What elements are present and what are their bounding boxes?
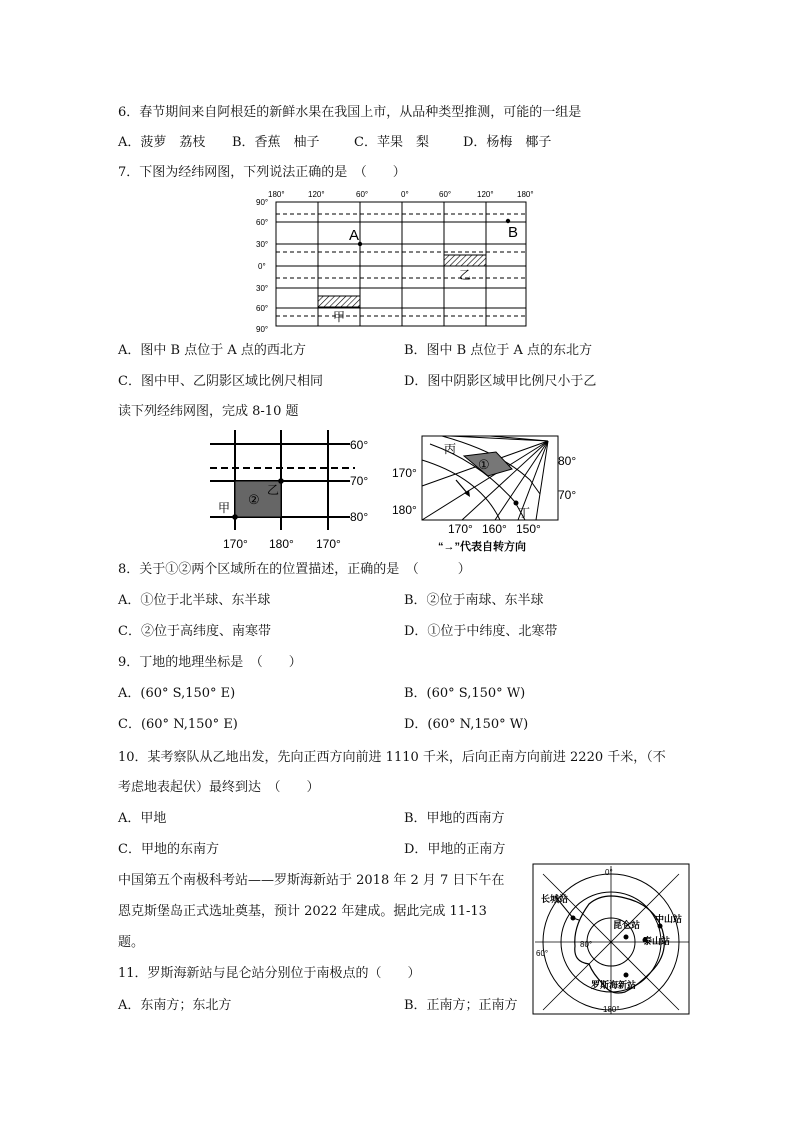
fig-right-lat-label: 80° — [558, 454, 577, 468]
changcheng-label: 长城站 — [541, 894, 569, 904]
q7-lat-label: 60° — [256, 218, 269, 227]
map-bottom-label: 180° — [603, 1005, 620, 1014]
fig-right-polar-graticule — [390, 430, 585, 558]
intro-11-13-line3: 题。 — [118, 935, 145, 950]
q6-option-b: B．香蕉 柚子 — [232, 135, 320, 150]
q9-stem: 9．丁地的地理坐标是 （ ） — [118, 655, 302, 670]
point-jia-dot — [232, 514, 238, 520]
fig-left-lat-label: 60° — [350, 438, 369, 452]
fig-left-lat-label: 80° — [350, 510, 369, 524]
q6-option-a: A．菠萝 荔枝 — [118, 135, 206, 150]
q7-lon-label: 60° — [439, 190, 452, 199]
zhongshan-label: 中山站 — [655, 914, 683, 924]
q7-lon-label: 60° — [356, 190, 369, 199]
q6-stem: 6．春节期间来自阿根廷的新鲜水果在我国上市，从品种类型推测，可能的一组是 — [118, 105, 582, 120]
q7-lon-label: 0° — [401, 190, 409, 199]
region-yi-shape — [444, 255, 486, 266]
point-b-label: B — [508, 224, 519, 241]
region-1-label: ① — [478, 457, 490, 472]
fig-left-lat-label: 70° — [350, 474, 369, 488]
q11-option-a: A．东南方；东北方 — [118, 998, 232, 1013]
point-jia-label: 甲 — [218, 501, 231, 515]
map-inner-lat-label: 80° — [580, 940, 593, 949]
q9-option-d: D．(60° N,150° W) — [404, 717, 529, 732]
q6-option-c: C．苹果 梨 — [354, 135, 429, 150]
q7-option-d: D．图中阴影区域甲比例尺小于乙 — [404, 374, 597, 389]
q7-lat-label: 30° — [256, 240, 269, 249]
q9-option-a: A．(60° S,150° E) — [118, 686, 236, 701]
point-ding-label: 丁 — [518, 506, 531, 520]
q10-option-c: C．甲地的东南方 — [118, 842, 219, 857]
q7-lat-label: 30° — [256, 284, 269, 293]
q10-option-b: B．甲地的西南方 — [404, 811, 505, 826]
q7-lon-label: 120° — [308, 190, 325, 199]
q7-lat-label: 60° — [256, 304, 269, 313]
q10-option-d: D．甲地的正南方 — [404, 842, 506, 857]
intro-11-13-line1: 中国第五个南极科考站——罗斯海新站于 2018 年 2 月 7 日下午在 — [118, 873, 505, 888]
fig-right-lon-label: 150° — [516, 522, 541, 536]
q7-lat-label: 0° — [258, 262, 266, 271]
fig-right-caption: “→”代表自转方向 — [438, 541, 526, 553]
q7-option-a: A．图中 B 点位于 A 点的西北方 — [118, 343, 306, 358]
point-yi-label: 乙 — [267, 483, 280, 497]
region-2-label: ② — [248, 492, 260, 507]
q7-lon-label: 180° — [517, 190, 534, 199]
q7-option-c: C．图中甲、乙阴影区域比例尺相同 — [118, 374, 323, 389]
q9-option-b: B．(60° S,150° W) — [404, 686, 526, 701]
point-a-label: A — [349, 227, 360, 244]
q7-lon-label: 180° — [268, 190, 285, 199]
q11-stem: 11．罗斯海新站与昆仑站分别位于南极点的（ ） — [118, 966, 421, 981]
fig-right-lon-label: 180° — [392, 503, 417, 517]
q7-option-b: B．图中 B 点位于 A 点的东北方 — [404, 343, 593, 358]
point-b-dot — [506, 219, 510, 223]
fig-left-graticule — [210, 430, 385, 555]
fig-right-lon-label: 160° — [482, 522, 507, 536]
q8-option-c: C．②位于高纬度、南寒带 — [118, 624, 271, 639]
q7-lon-label: 120° — [477, 190, 494, 199]
q10-stem-line2: 考虑地表起伏）最终到达 （ ） — [118, 780, 320, 795]
q7-lat-label: 90° — [256, 325, 269, 334]
fig-left-lon-label: 170° — [223, 537, 248, 551]
q8-stem: 8．关于①②两个区域所在的位置描述，正确的是 （ ） — [118, 562, 471, 577]
kunlun-label: 昆仑站 — [613, 920, 641, 930]
q7-graticule-figure — [250, 188, 540, 336]
antarctic-map — [533, 864, 689, 1014]
fig-right-lon-label: 170° — [392, 466, 417, 480]
taishan-label: 泰山站 — [643, 936, 671, 946]
zhongshan-station-dot — [658, 924, 663, 929]
fig-right-lat-label: 70° — [558, 488, 577, 502]
point-yi-dot — [278, 478, 284, 484]
map-top-label: 0° — [605, 868, 613, 877]
q11-option-b: B．正南方；正南方 — [404, 998, 518, 1013]
q9-option-c: C．(60° N,150° E) — [118, 717, 238, 732]
fig-right-lon-label: 170° — [448, 522, 473, 536]
fig-left-lon-label: 170° — [316, 537, 341, 551]
q8-option-a: A．①位于北半球、东半球 — [118, 593, 271, 608]
point-ding-dot — [514, 501, 519, 506]
map-left-lat-label: 60° — [536, 949, 549, 958]
region-yi-label: 乙 — [459, 268, 472, 282]
q10-option-a: A．甲地 — [118, 811, 167, 826]
q6-option-d: D．杨梅 椰子 — [463, 135, 552, 150]
fig-left-lon-label: 180° — [269, 537, 294, 551]
q7-lat-label: 90° — [256, 198, 269, 207]
region-jia-label: 甲 — [333, 310, 346, 324]
intro-11-13-line2: 恩克斯堡岛正式选址奠基，预计 2022 年建成。据此完成 11-13 — [118, 904, 487, 919]
luosihai-label: 罗斯海新站 — [591, 980, 637, 990]
q7-stem: 7．下图为经纬网图，下列说法正确的是 （ ） — [118, 165, 406, 180]
q10-stem-line1: 10．某考察队从乙地出发，先向正西方向前进 1110 千米，后向正南方向前进 2220 千米，（不 — [118, 750, 666, 765]
intro-8-10: 读下列经纬网图，完成 8-10 题 — [118, 404, 299, 419]
kunlun-station-dot — [624, 935, 629, 940]
q8-option-b: B．②位于南球、东半球 — [404, 593, 544, 608]
region-jia-shape — [318, 296, 360, 307]
q8-option-d: D．①位于中纬度、北寒带 — [404, 624, 558, 639]
luosihai-station-dot — [624, 973, 629, 978]
point-bing-label: 丙 — [444, 442, 457, 456]
